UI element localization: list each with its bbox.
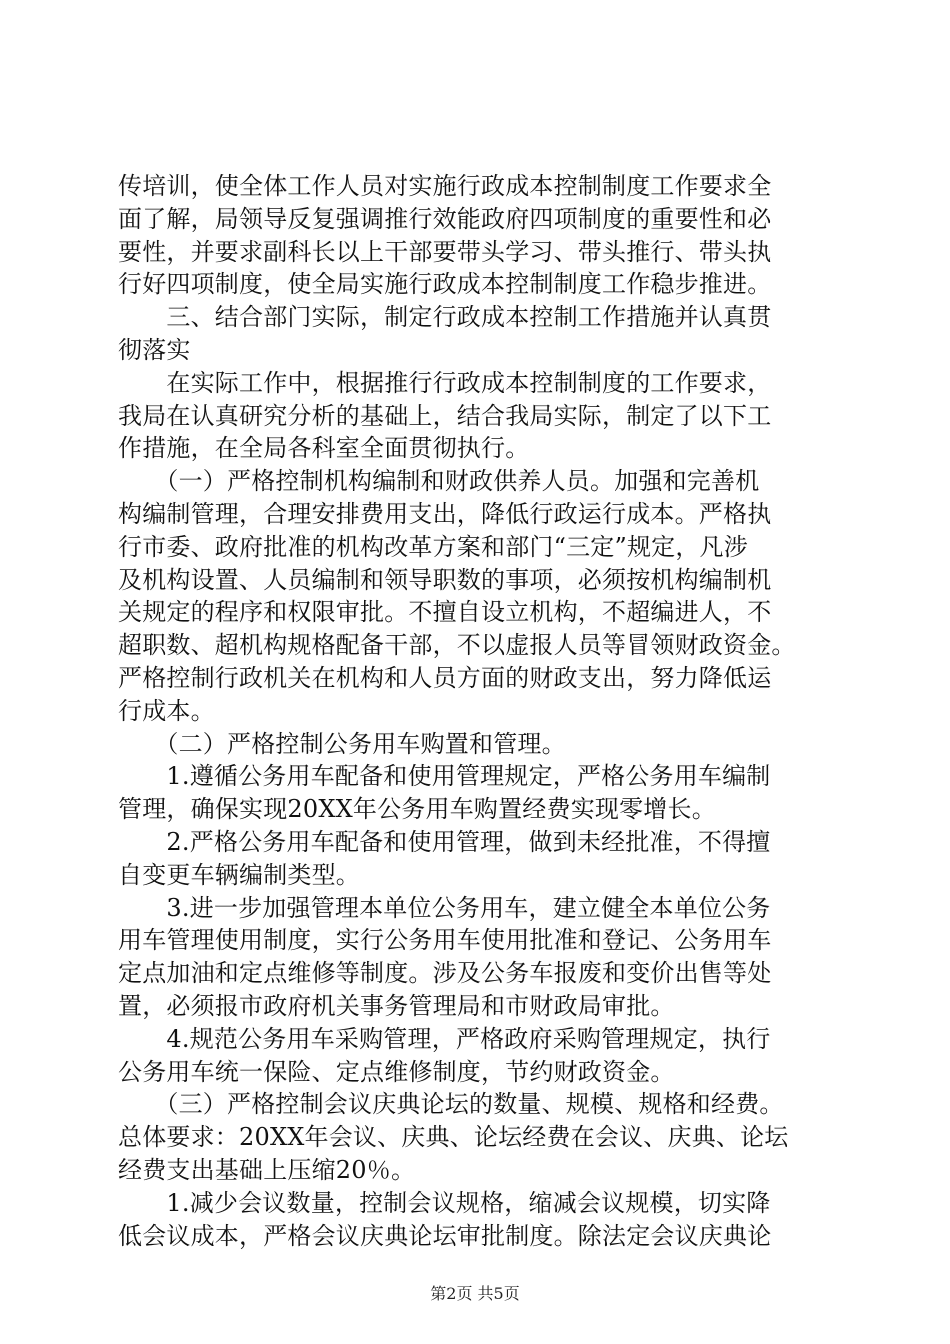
text-line: 低会议成本，严格会议庆典论坛审批制度。除法定会议庆典论 bbox=[118, 1221, 772, 1250]
text-line: 管理，确保实现20XX年公务用车购置经费实现零增长。 bbox=[118, 795, 716, 824]
section-heading-line: 彻落实 bbox=[118, 335, 191, 364]
text-line: 经费支出基础上压缩20％。 bbox=[118, 1155, 416, 1184]
text-line: 行成本。 bbox=[118, 696, 215, 725]
text-line: 行好四项制度，使全局实施行政成本控制制度工作稳步推进。 bbox=[118, 270, 772, 299]
text-line: 超职数、超机构规格配备干部，不以虚报人员等冒领财政资金。 bbox=[118, 631, 796, 660]
text-line: 构编制管理，合理安排费用支出，降低行政运行成本。严格执 bbox=[118, 499, 772, 528]
text-line: 用车管理使用制度，实行公务用车使用批准和登记、公务用车 bbox=[118, 926, 772, 955]
text-line: 面了解，局领导反复强调推行效能政府四项制度的重要性和必 bbox=[118, 204, 772, 233]
text-line: 4.规范公务用车采购管理，严格政府采购管理规定，执行 bbox=[118, 1024, 771, 1053]
text-line: （二）严格控制公务用车购置和管理。 bbox=[118, 729, 566, 758]
text-line: （一）严格控制机构编制和财政供养人员。加强和完善机 bbox=[118, 467, 760, 496]
text-line: 作措施，在全局各科室全面贯彻执行。 bbox=[118, 434, 530, 463]
text-line: 3.进一步加强管理本单位公务用车，建立健全本单位公务 bbox=[118, 893, 771, 922]
text-line: 公务用车统一保险、定点维修制度，节约财政资金。 bbox=[118, 1057, 675, 1086]
text-line: （三）严格控制会议庆典论坛的数量、规模、规格和经费。 bbox=[118, 1090, 784, 1119]
text-line: 关规定的程序和权限审批。不擅自设立机构，不超编进人，不 bbox=[118, 598, 772, 627]
text-line: 自变更车辆编制类型。 bbox=[118, 860, 360, 889]
text-line: 行市委、政府批准的机构改革方案和部门“三定”规定，凡涉 bbox=[118, 532, 748, 561]
page-number-footer: 第2页 共5页 bbox=[430, 1284, 520, 1303]
text-line: 在实际工作中，根据推行行政成本控制制度的工作要求， bbox=[118, 368, 772, 397]
text-line: 我局在认真研究分析的基础上，结合我局实际，制定了以下工 bbox=[118, 401, 772, 430]
text-line: 要性，并要求副科长以上干部要带头学习、带头推行、带头执 bbox=[118, 237, 772, 266]
section-heading-line: 三、结合部门实际，制定行政成本控制工作措施并认真贯 bbox=[118, 303, 772, 332]
text-line: 定点加油和定点维修等制度。涉及公务车报废和变价出售等处 bbox=[118, 959, 772, 988]
text-line: 1.遵循公务用车配备和使用管理规定，严格公务用车编制 bbox=[118, 762, 771, 791]
text-line: 2.严格公务用车配备和使用管理，做到未经批准，不得擅 bbox=[118, 827, 771, 856]
text-line: 总体要求：20XX年会议、庆典、论坛经费在会议、庆典、论坛 bbox=[118, 1123, 789, 1152]
document-body bbox=[118, 170, 834, 1252]
text-line: 1.减少会议数量，控制会议规格，缩减会议规模，切实降 bbox=[118, 1188, 771, 1217]
text-line: 置，必须报市政府机关事务管理局和市财政局审批。 bbox=[118, 991, 675, 1020]
text-line: 及机构设置、人员编制和领导职数的事项，必须按机构编制机 bbox=[118, 565, 772, 594]
text-line: 传培训，使全体工作人员对实施行政成本控制制度工作要求全 bbox=[118, 172, 772, 200]
text-line: 严格控制行政机关在机构和人员方面的财政支出，努力降低运 bbox=[118, 663, 772, 692]
